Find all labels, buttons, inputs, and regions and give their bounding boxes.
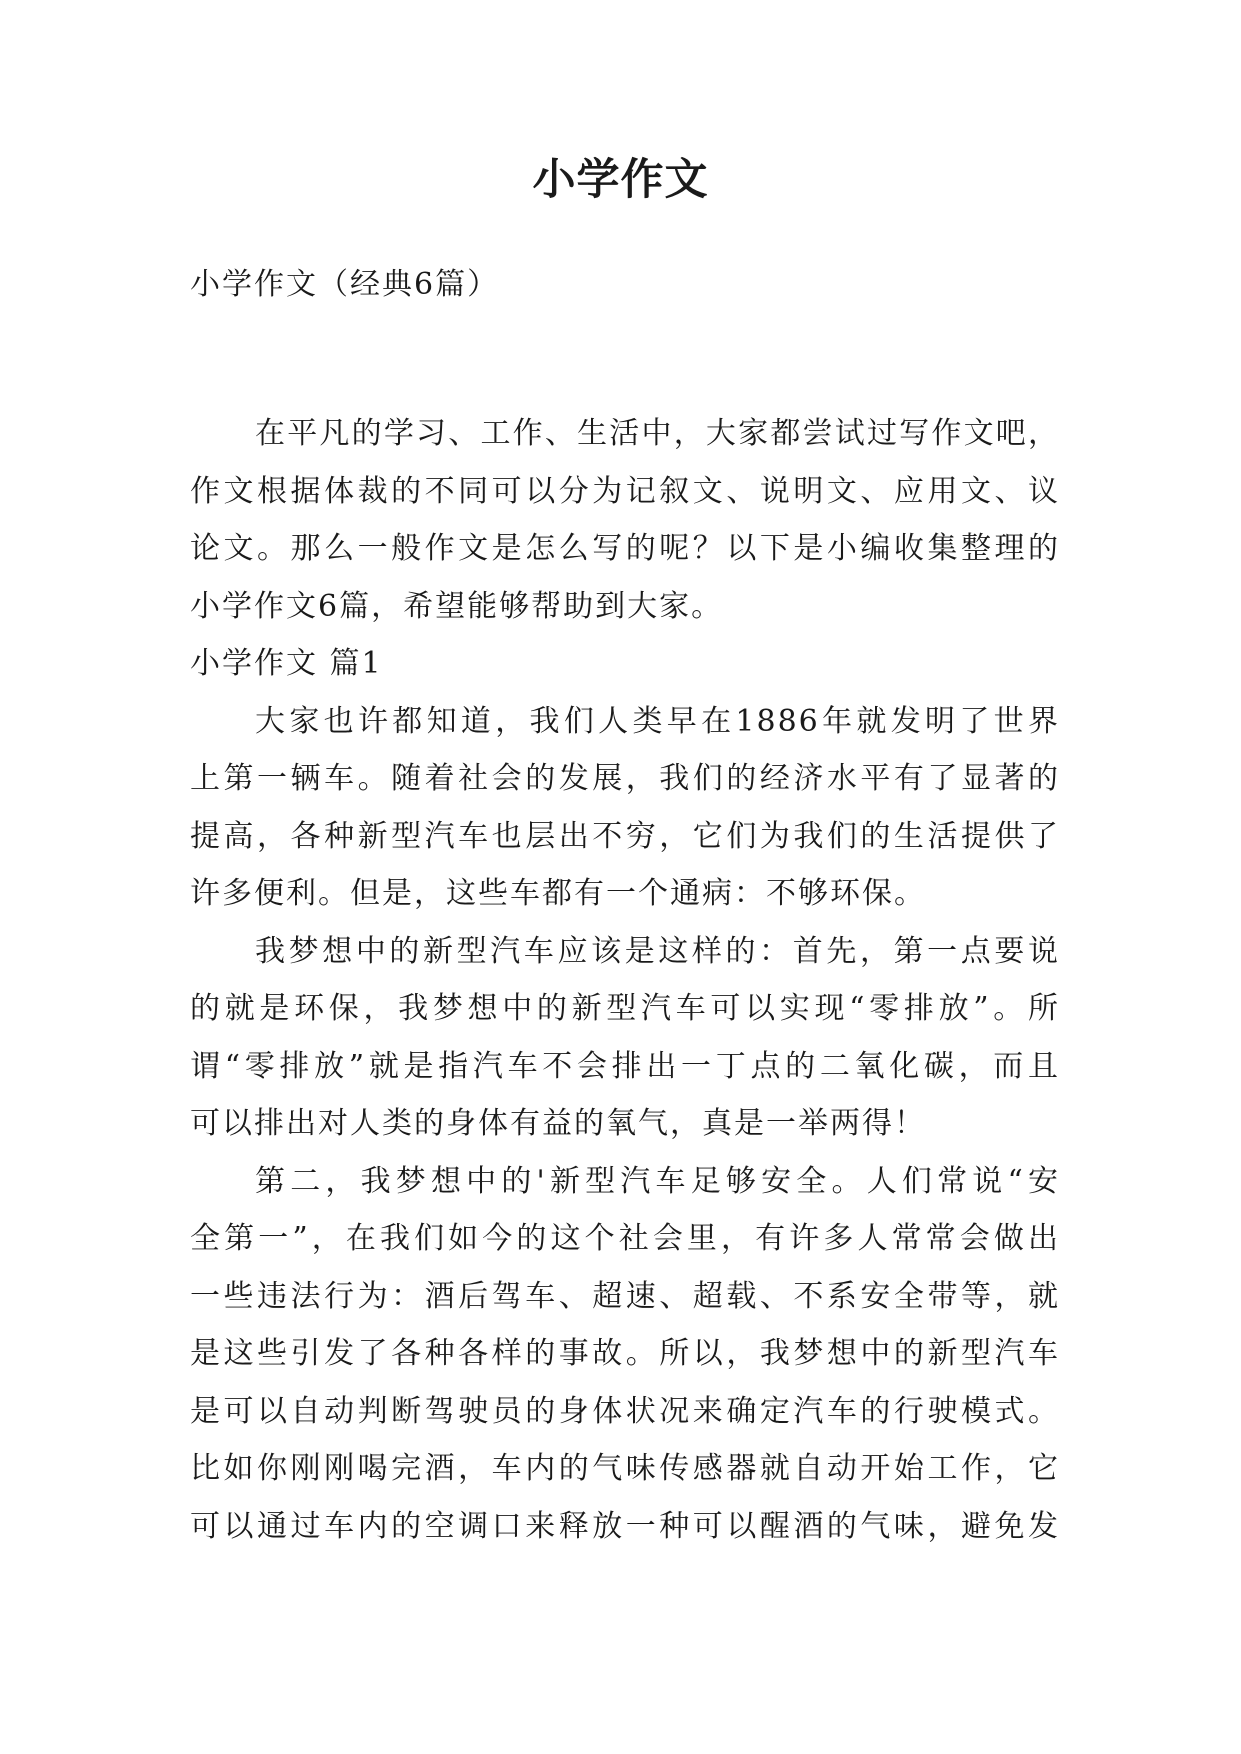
text-line-p1-1: 大家也许都知道，我们人类早在1886年就发明了世界: [255, 703, 1060, 739]
text-line-p2-3: 谓“零排放”就是指汽车不会排出一丁点的二氧化碳，而且: [190, 1048, 1060, 1084]
text-line-p1-3: 提高，各种新型汽车也层出不穷，它们为我们的生活提供了: [190, 818, 1060, 854]
text-line-p3-7: 可以通过车内的空调口来释放一种可以醒酒的气味，避免发: [190, 1508, 1060, 1544]
text-line-p1-4: 许多便利。但是，这些车都有一个通病：不够环保。: [190, 876, 926, 911]
body-text: [190, 405, 1060, 1555]
text-line-p2-2: 的就是环保，我梦想中的新型汽车可以实现“零排放”。所: [190, 991, 1060, 1026]
text-line-p3-1: 第二，我梦想中的'新型汽车足够安全。人们常说“安: [255, 1163, 1060, 1199]
text-line-p3-5: 是可以自动判断驾驶员的身体状况来确定汽车的行驶模式。: [190, 1393, 1060, 1429]
text-line-p3-6: 比如你刚刚喝完酒，车内的气味传感器就自动开始工作，它: [190, 1451, 1060, 1486]
document-title: 小学作文: [532, 155, 709, 205]
text-line-p2-1: 我梦想中的新型汽车应该是这样的：首先，第一点要说: [255, 933, 1060, 969]
text-line-p3-4: 是这些引发了各种各样的事故。所以，我梦想中的新型汽车: [190, 1336, 1060, 1371]
text-line-intro-4: 小学作文6篇，希望能够帮助到大家。: [190, 588, 724, 624]
text-line-p1-2: 上第一辆车。随着社会的发展，我们的经济水平有了显著的: [190, 761, 1060, 796]
document-subtitle: 小学作文（经典6篇）: [190, 267, 500, 302]
text-line-intro-2: 作文根据体裁的不同可以分为记叙文、说明文、应用文、议: [190, 473, 1060, 509]
text-line-p2-4: 可以排出对人类的身体有益的氧气，真是一举两得！: [190, 1106, 926, 1141]
text-line-intro-3: 论文。那么一般作文是怎么写的呢？以下是小编收集整理的: [190, 531, 1060, 566]
text-line-p3-2: 全第一”，在我们如今的这个社会里，有许多人常常会做出: [190, 1221, 1060, 1256]
text-line-p3-3: 一些违法行为：酒后驾车、超速、超载、不系安全带等，就: [190, 1278, 1060, 1314]
text-line-intro-1: 在平凡的学习、工作、生活中，大家都尝试过写作文吧，: [255, 416, 1060, 451]
section-heading-1: 小学作文 篇1: [190, 646, 383, 681]
